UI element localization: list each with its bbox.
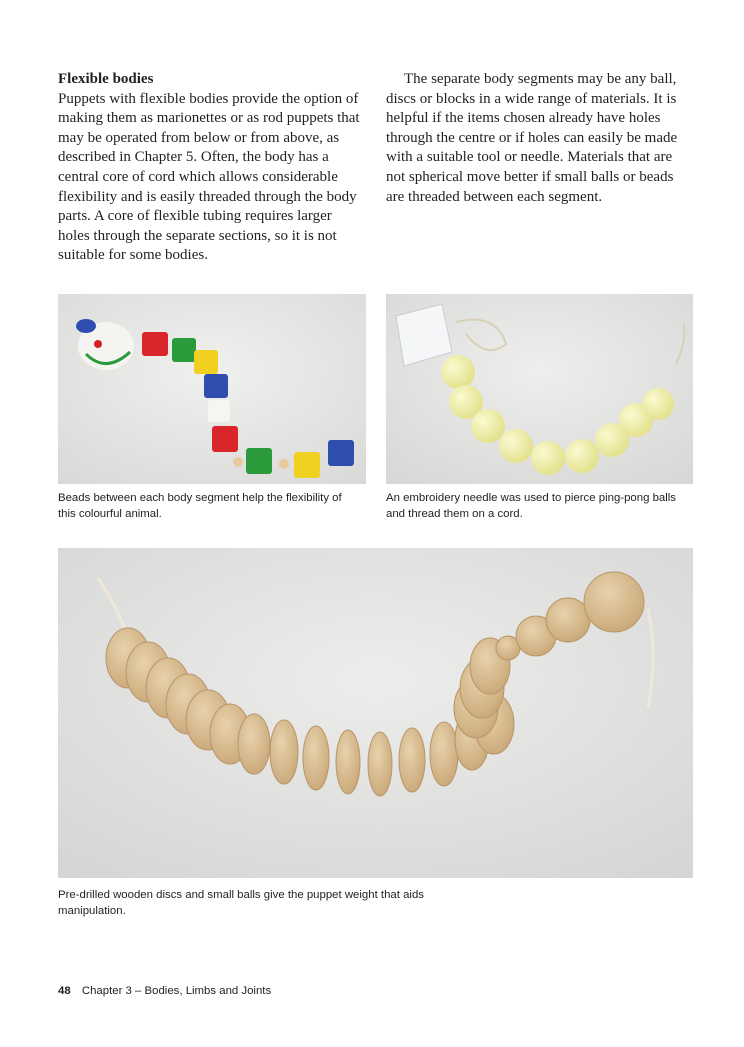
photo-wooden-discs	[58, 548, 693, 878]
section-heading: Flexible bodies	[58, 71, 154, 87]
body-paragraph-2: The separate body segments may be any ball, discs or blocks in a wide range of materials. It is helpful if the items chosen already have holes through the centre or if holes can easily be made with a suitable tool or needle. Materials that are not spherical move better if small balls or beads are threaded between each segment.	[386, 71, 678, 205]
page-footer	[58, 985, 271, 997]
photo-ping-pong-balls	[386, 294, 693, 484]
caption-figure-3: Pre-drilled wooden discs and small balls give the puppet weight that aids manipulation.	[58, 889, 424, 917]
page-number: 48	[58, 985, 71, 997]
text-column-left	[58, 70, 362, 266]
caption-figure-1: Beads between each body segment help the flexibility of this colourful animal.	[58, 492, 342, 520]
photo-colourful-bead-animal	[58, 294, 366, 484]
text-column-right	[386, 70, 690, 207]
caption-figure-2: An embroidery needle was used to pierce ping-pong balls and thread them on a cord.	[386, 492, 677, 520]
body-paragraph-1: Puppets with flexible bodies provide the option of making them as marionettes or as rod puppets that may be operated from below or from above, as described in Chapter 5. Often, the body has a central core of cord which allows considerable flexibility and is easily threaded through the body parts. A core of flexible tubing requires larger holes through the separate sections, so it is not suitable for some bodies.	[58, 90, 360, 264]
chapter-title: Chapter 3 – Bodies, Limbs and Joints	[81, 985, 272, 997]
